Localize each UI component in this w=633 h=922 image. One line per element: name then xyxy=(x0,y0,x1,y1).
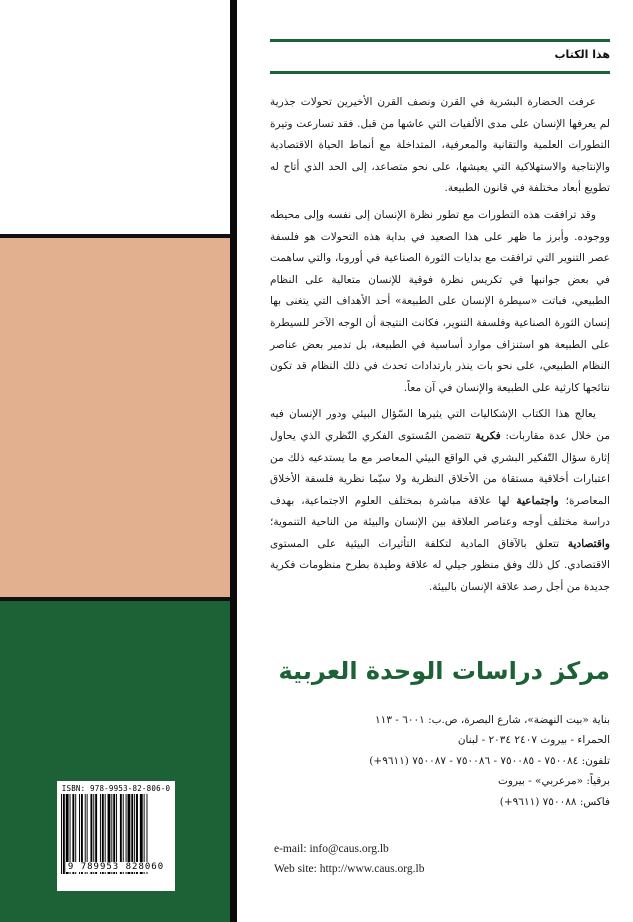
telegram-line: برقياً: «مرعربي» - بيروت xyxy=(497,775,610,788)
phone-line: تلفون: ٧٥٠٠٨٤ - ٧٥٠٠٨٥ - ٧٥٠٠٨٦ - ٧٥٠٠٨٧ (٩٦١١+) xyxy=(369,754,610,767)
cover-tan-band xyxy=(0,234,230,601)
isbn-digits: 9 789953 828060 xyxy=(67,862,165,872)
blurb-paragraph-1: عرفت الحضارة البشرية في القرن ونصف القرن الأخيرين تحولات جذرية لم يعرفها الإنسان على مدى الألفيات التي عاشها من قبل. فقد تسارعت وتيرة التطورات العلمية والتقانية والمعرفية، المتداخلة مع أنماط الحياة الاقتصادية والإنتاجية والاستهلاكية التي يعيشها، على نحو متصاعد، إلى الحد الذي أتاح له تطويع أبعاد مختلفة في قانون الطبيعة. xyxy=(270,96,610,195)
publisher-address xyxy=(270,710,610,812)
publisher-contact xyxy=(274,839,604,879)
section-title: هذا الكتاب xyxy=(554,48,610,61)
email-line[interactable]: e-mail: info@caus.org.lb xyxy=(274,843,389,855)
blurb-paragraph-3: يعالج هذا الكتاب الإشكاليات التي يثيرها السّؤال البيئي ودور الإنسان فيه من خلال عدة مقاربات: فكرية تتضمن المُستوى الفكري النّظري الذي يحاول إثارة سؤال التّفكير البشري في الواقع البيئي المعاصر مع ما يستدعيه ذلك من اعتبارات أخلاقية مستقاة من الأخلاق النظرية ولا سيّما نظرية فلسفة الأخلاق المعاصرة؛ واجتماعية لها علاقة مباشرة بمختلف العلوم الاجتماعية، بهدف دراسة مختلف أوجه وعناصر العلاقة بين الإنسان والبيئة من الناحية التنموية؛ واقتصادية تتعلق بالآفاق المادية لتكلفة التأثيرات البيئية على المستوى الاقتصادي. كل ذلك وفق منظور جيلي له علاقة وطيدة بطرح منظومات فكرية جديدة من أجل رصد علاقة الإنسان بالبيئة. xyxy=(270,408,611,594)
keyword-intellectual: فكرية xyxy=(475,429,501,442)
cover-white-band xyxy=(0,0,230,234)
book-spine xyxy=(230,0,237,922)
isbn-label: ISBN: 978-9953-82-806-0 xyxy=(61,784,171,793)
isbn-barcode xyxy=(57,781,175,891)
fax-line: فاكس: ٧٥٠٠٨٨ (٩٦١١+) xyxy=(499,795,610,808)
blurb-paragraph-2: وقد ترافقت هذه التطورات مع تطور نظرة الإنسان إلى نفسه وإلى محيطه ووجوده. وأبرز ما ظهر على هذا الصعيد في بداية هذه التحولات هو فلسفة عصر التنوير التي ترافقت مع بدايات الثورة الصناعية في أوروبا، والتي ساهمت في بعض جوانبها في تكريس نظرة فوقية للإنسان متعالية على النظام الطبيعي، فباتت «سيطرة الإنسان على الطبيعة» أحد الأهداف التي يتغنى بها إنسان الثورة الصناعية وفلسفة التنوير، فكانت النتيجة أن الوجه الآخر للسيطرة على الطبيعة هو استنزاف موارد أساسية في الطبيعة، بل تدمير بعض عناصر النظام الطبيعي، على نحو بات ينذر بارتدادات تحدث في ذلك النظام قد تكون نتائجها كارثية على الطبيعة والإنسان في آن معاً. xyxy=(270,208,610,394)
keyword-social: واجتماعية xyxy=(516,494,559,507)
keyword-economic: واقتصادية xyxy=(567,537,610,550)
website-line[interactable]: Web site: http://www.caus.org.lb xyxy=(274,863,425,875)
address-line: بناية «بيت النهضة»، شارع البصرة، ص.ب: ٦٠٠١ - ١١٣ xyxy=(375,714,610,726)
publisher-name: مركز دراسات الوحدة العربية xyxy=(278,657,610,685)
header-rule-bottom xyxy=(270,71,610,74)
header-rule-top xyxy=(270,39,610,42)
address-line: الحمراء - بيروت ٢٤٠٧ ٢٠٣٤ - لبنان xyxy=(457,734,610,747)
blurb-text xyxy=(270,92,610,604)
